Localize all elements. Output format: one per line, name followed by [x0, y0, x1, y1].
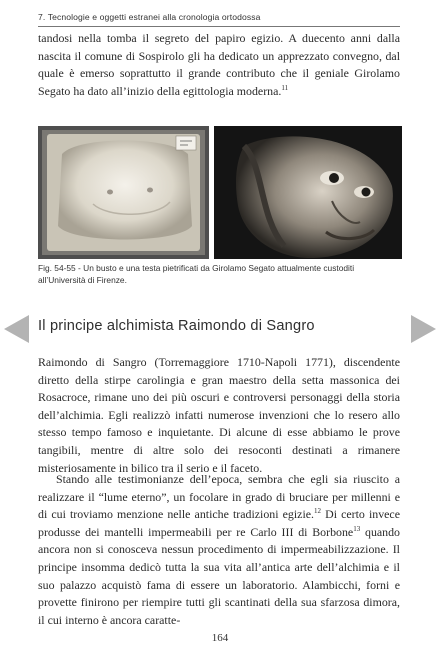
paragraph-2-part-b: Di certo invece produsse dei mantelli impermeabili per re Carlo III di Borbone: [38, 507, 400, 539]
footnote-ref-13: 13: [353, 524, 361, 533]
footnote-ref-11: 11: [281, 83, 289, 92]
petrified-bust-photo: [38, 126, 209, 259]
figure-photos: [38, 126, 402, 259]
next-page-arrow-icon[interactable]: [409, 314, 437, 344]
section-title: Il principe alchimista Raimondo di Sangro: [38, 318, 315, 334]
header-rule: [38, 26, 400, 27]
page-number: 164: [211, 632, 229, 644]
paragraph-2-part-a: Stando alle testimonianze dell’epoca, sembra che egli sia riuscito a realizzare il “lume eterno”, un focolare in grado di bruciare per millenni e di cui troviamo menzione nelle antiche tradizioni egizie.: [38, 472, 400, 522]
paragraph-1: [38, 354, 400, 477]
running-header: 7. Tecnologie e oggetti estranei alla cronologia ortodossa: [38, 12, 261, 22]
paragraph-2-part-c: quando ancora non si conosceva nessun procedimento di impermeabilizzazione. Il principe insomma dedicò tutta la sua vita all’antica arte dell’alchimia e il suo palazzo acquistò fama di essere un laboratorio. Alambicchi, forni e provette finirono per riempire tutti gli scantinati della sua sfarzosa dimora, il cui interno è ancora caratte-: [38, 524, 400, 627]
intro-paragraph-text: tandosi nella tomba il segreto del papiro egizio. A duecento anni dalla nascita il comune di Sospirolo gli ha dedicato un apprezzato convegno, dal quale è emerso soprattutto il grande contributo che il geniale Girolamo Segato ha dato all’inizio della egittologia moderna.: [38, 31, 400, 98]
paragraph-1-text: Raimondo di Sangro (Torremaggiore 1710-Napoli 1771), discendente diretto della stirpe carolingia e gran maestro della setta massonica dei Rosacroce, rimane uno dei più oscuri e controversi personaggi della storia dell’alchimia. Egli realizzò infatti numerose invenzioni che lo resero allo stesso tempo famoso e inquietante. Di alcune di esse abbiamo le prove tangibili, mentre di altre solo dei resoconti destinati a rimanere misteriosamente in bilico tra il serio e il faceto.: [38, 355, 400, 475]
previous-page-arrow-icon[interactable]: [3, 314, 31, 344]
footnote-ref-12: 12: [314, 507, 321, 516]
paragraph-2: [38, 471, 400, 629]
petrified-head-photo: [214, 126, 402, 259]
figure-caption: Fig. 54-55 - Un busto e una testa pietrificati da Girolamo Segato attualmente custoditi all’Università di Firenze.: [38, 263, 355, 285]
intro-paragraph: [38, 30, 400, 100]
